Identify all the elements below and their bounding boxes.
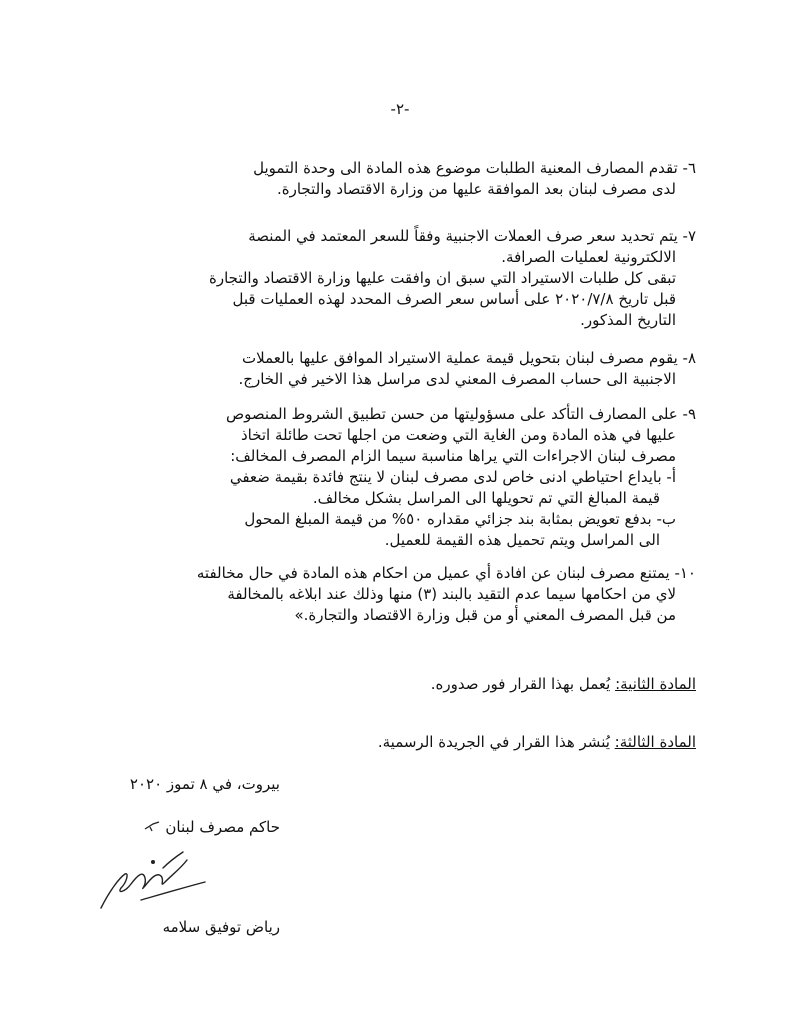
item-7 xyxy=(111,226,696,331)
date-line: بيروت، في ٨ تموز ٢٠٢٠ xyxy=(129,775,280,793)
item-line: لدى مصرف لبنان بعد الموافقة عليها من وزارة الاقتصاد والتجارة. xyxy=(276,180,676,198)
item-line: من قبل المصرف المعني أو من قبل وزارة الاقتصاد والتجارة.» xyxy=(294,606,676,624)
item-line: ٧- يتم تحديد سعر صرف العملات الاجنبية وفقاً للسعر المعتمد في المنصة xyxy=(248,227,696,245)
signer-title-text: حاكم مصرف لبنان xyxy=(165,818,280,836)
article-text: يُعمل بهذا القرار فور صدوره. xyxy=(430,675,611,693)
item-line: الاجنبية الى حساب المصرف المعني لدى مراسل هذا الاخير في الخارج. xyxy=(238,370,676,388)
page-number: -٢- xyxy=(390,100,410,118)
item-line: مصرف لبنان الاجراءات التي يراها مناسبة سيما الزام المصرف المخالف: xyxy=(230,447,676,465)
item-line: الالكترونية لعمليات الصرافة. xyxy=(501,248,676,266)
item-line: عليها في هذه المادة ومن الغاية التي وضعت من اجلها تحت طائلة اتخاذ xyxy=(240,426,676,444)
article-label: المادة الثالثة: xyxy=(614,733,696,751)
item-line: الى المراسل ويتم تحميل هذه القيمة للعميل. xyxy=(384,531,660,549)
signer-name: رياض توفيق سلامه xyxy=(162,918,280,936)
item-line: تبقى كل طلبات الاستيراد التي سبق ان وافقت عليها وزارة الاقتصاد والتجارة xyxy=(208,269,676,287)
item-6 xyxy=(111,158,696,200)
item-line: ب- بدفع تعويض بمثابة بند جزائي مقداره ٥٠% من قيمة المبلغ المحول xyxy=(244,510,676,528)
article-text: يُنشر هذا القرار في الجريدة الرسمية. xyxy=(377,733,610,751)
article-label: المادة الثانية: xyxy=(615,675,696,693)
item-line: قبل تاريخ ٢٠٢٠/٧/٨ على أساس سعر الصرف المحدد لهذه العمليات قبل xyxy=(232,290,676,308)
article-2 xyxy=(431,675,696,693)
handwritten-signature xyxy=(95,848,225,918)
item-line: أ- بايداع احتياطي ادنى خاص لدى مصرف لبنان لا ينتج فائدة بقيمة ضعفي xyxy=(229,468,676,486)
item-line: ١٠- يمتنع مصرف لبنان عن افادة أي عميل من احكام هذه المادة في حال مخالفته xyxy=(196,564,696,582)
item-10 xyxy=(111,563,696,626)
item-line: ٨- يقوم مصرف لبنان بتحويل قيمة عملية الاستيراد الموافق عليها بالعملات xyxy=(242,349,696,367)
item-9 xyxy=(111,404,696,551)
item-line: ٩- على المصارف التأكد على مسؤوليتها من حسن تطبيق الشروط المنصوص xyxy=(225,405,696,423)
item-line: قيمة المبالغ التي تم تحويلها الى المراسل بشكل مخالف. xyxy=(312,489,660,507)
article-3 xyxy=(378,733,696,751)
dash-mark-icon xyxy=(143,818,161,836)
item-line: التاريخ المذكور. xyxy=(580,311,676,329)
signer-title xyxy=(143,818,280,836)
item-8 xyxy=(111,348,696,390)
item-line: ٦- تقدم المصارف المعنية الطلبات موضوع هذه المادة الى وحدة التمويل xyxy=(253,159,696,177)
item-line: لاي من احكامها سيما عدم التقيد بالبند (٣) منها وذلك عند ابلاغه بالمخالفة xyxy=(227,585,676,603)
